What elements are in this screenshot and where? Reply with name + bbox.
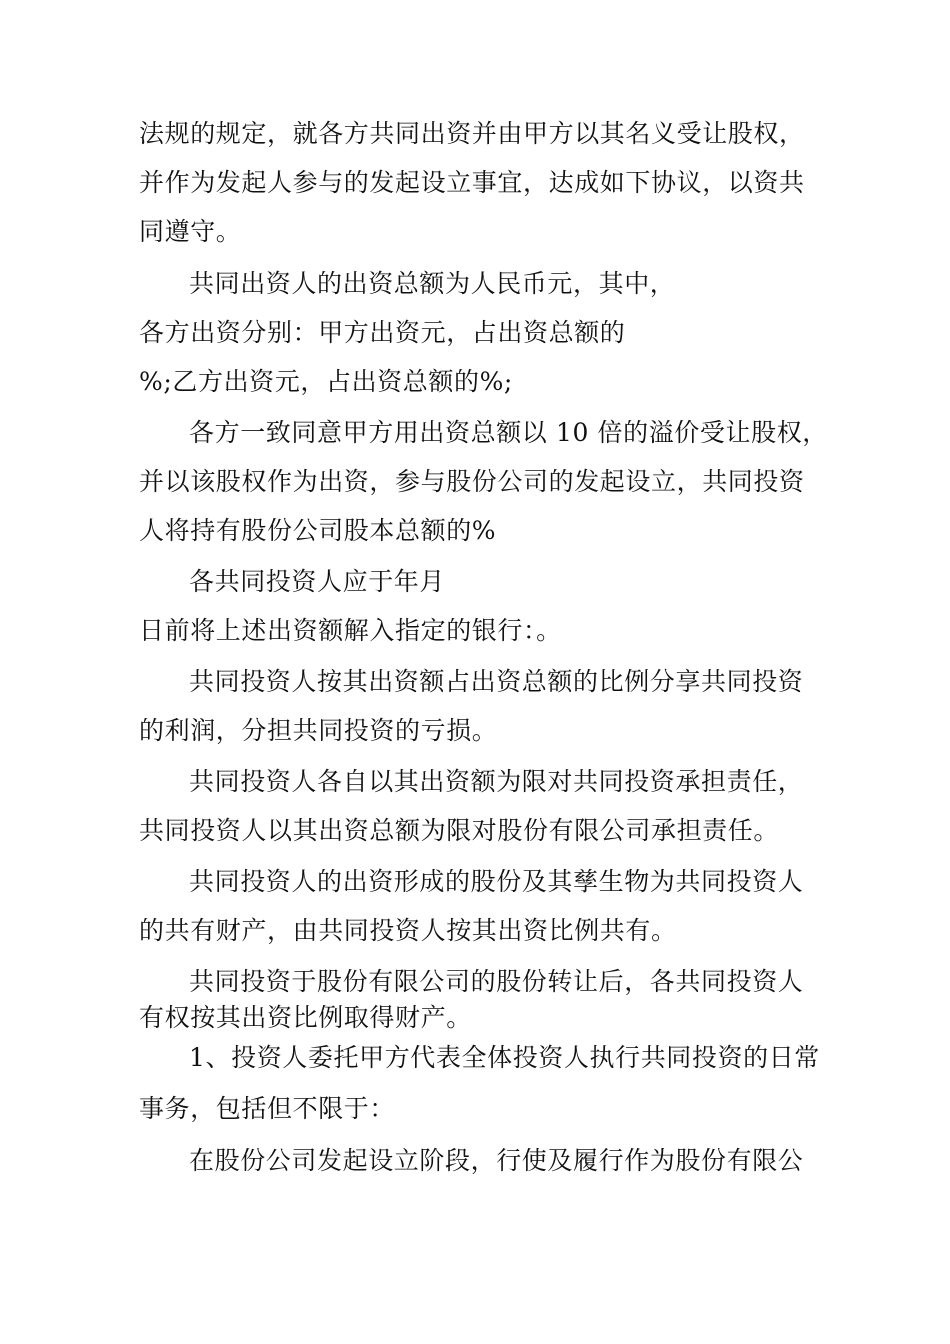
text-line-17: 的共有财产，由共同投资人按其出资比例共有。 (139, 916, 677, 945)
text-line-13: 的利润，分担共同投资的亏损。 (139, 716, 498, 745)
text-line-6: %;乙方出资元，占出资总额的%; (139, 367, 513, 396)
text-line-21: 事务，包括但不限于： (139, 1094, 396, 1123)
text-line-20: 1、投资人委托甲方代表全体投资人执行共同投资的日常 (189, 1043, 820, 1072)
text-line-3: 同遵守。 (139, 217, 242, 246)
text-line-2: 并作为发起人参与的发起设立事宜，达成如下协议，以资共 (139, 168, 805, 197)
text-line-12: 共同投资人按其出资额占出资总额的比例分享共同投资 (189, 667, 804, 696)
text-line-8: 并以该股权作为出资，参与股份公司的发起设立，共同投资 (139, 467, 805, 496)
text-line-14: 共同投资人各自以其出资额为限对共同投资承担责任， (189, 767, 804, 796)
text-line-1: 法规的规定，就各方共同出资并由甲方以其名义受让股权， (139, 119, 805, 148)
text-line-4: 共同出资人的出资总额为人民币元，其中， (189, 269, 676, 298)
text-line-9: 人将持有股份公司股本总额的% (139, 516, 497, 545)
text-line-16: 共同投资人的出资形成的股份及其孳生物为共同投资人 (189, 867, 804, 896)
text-line-5: 各方出资分别：甲方出资元，占出资总额的 (139, 318, 626, 347)
text-line-18: 共同投资于股份有限公司的股份转让后，各共同投资人 (189, 967, 804, 996)
text-line-10: 各共同投资人应于年月 (189, 567, 446, 596)
text-line-22: 在股份公司发起设立阶段，行使及履行作为股份有限公 (189, 1146, 804, 1175)
text-line-19: 有权按其出资比例取得财产。 (139, 1003, 472, 1032)
text-line-11: 日前将上述出资额解入指定的银行：。 (139, 616, 562, 645)
text-line-15: 共同投资人以其出资总额为限对股份有限公司承担责任。 (139, 816, 780, 845)
text-line-7: 各方一致同意甲方用出资总额以 10 倍的溢价受让股权， (189, 418, 828, 447)
